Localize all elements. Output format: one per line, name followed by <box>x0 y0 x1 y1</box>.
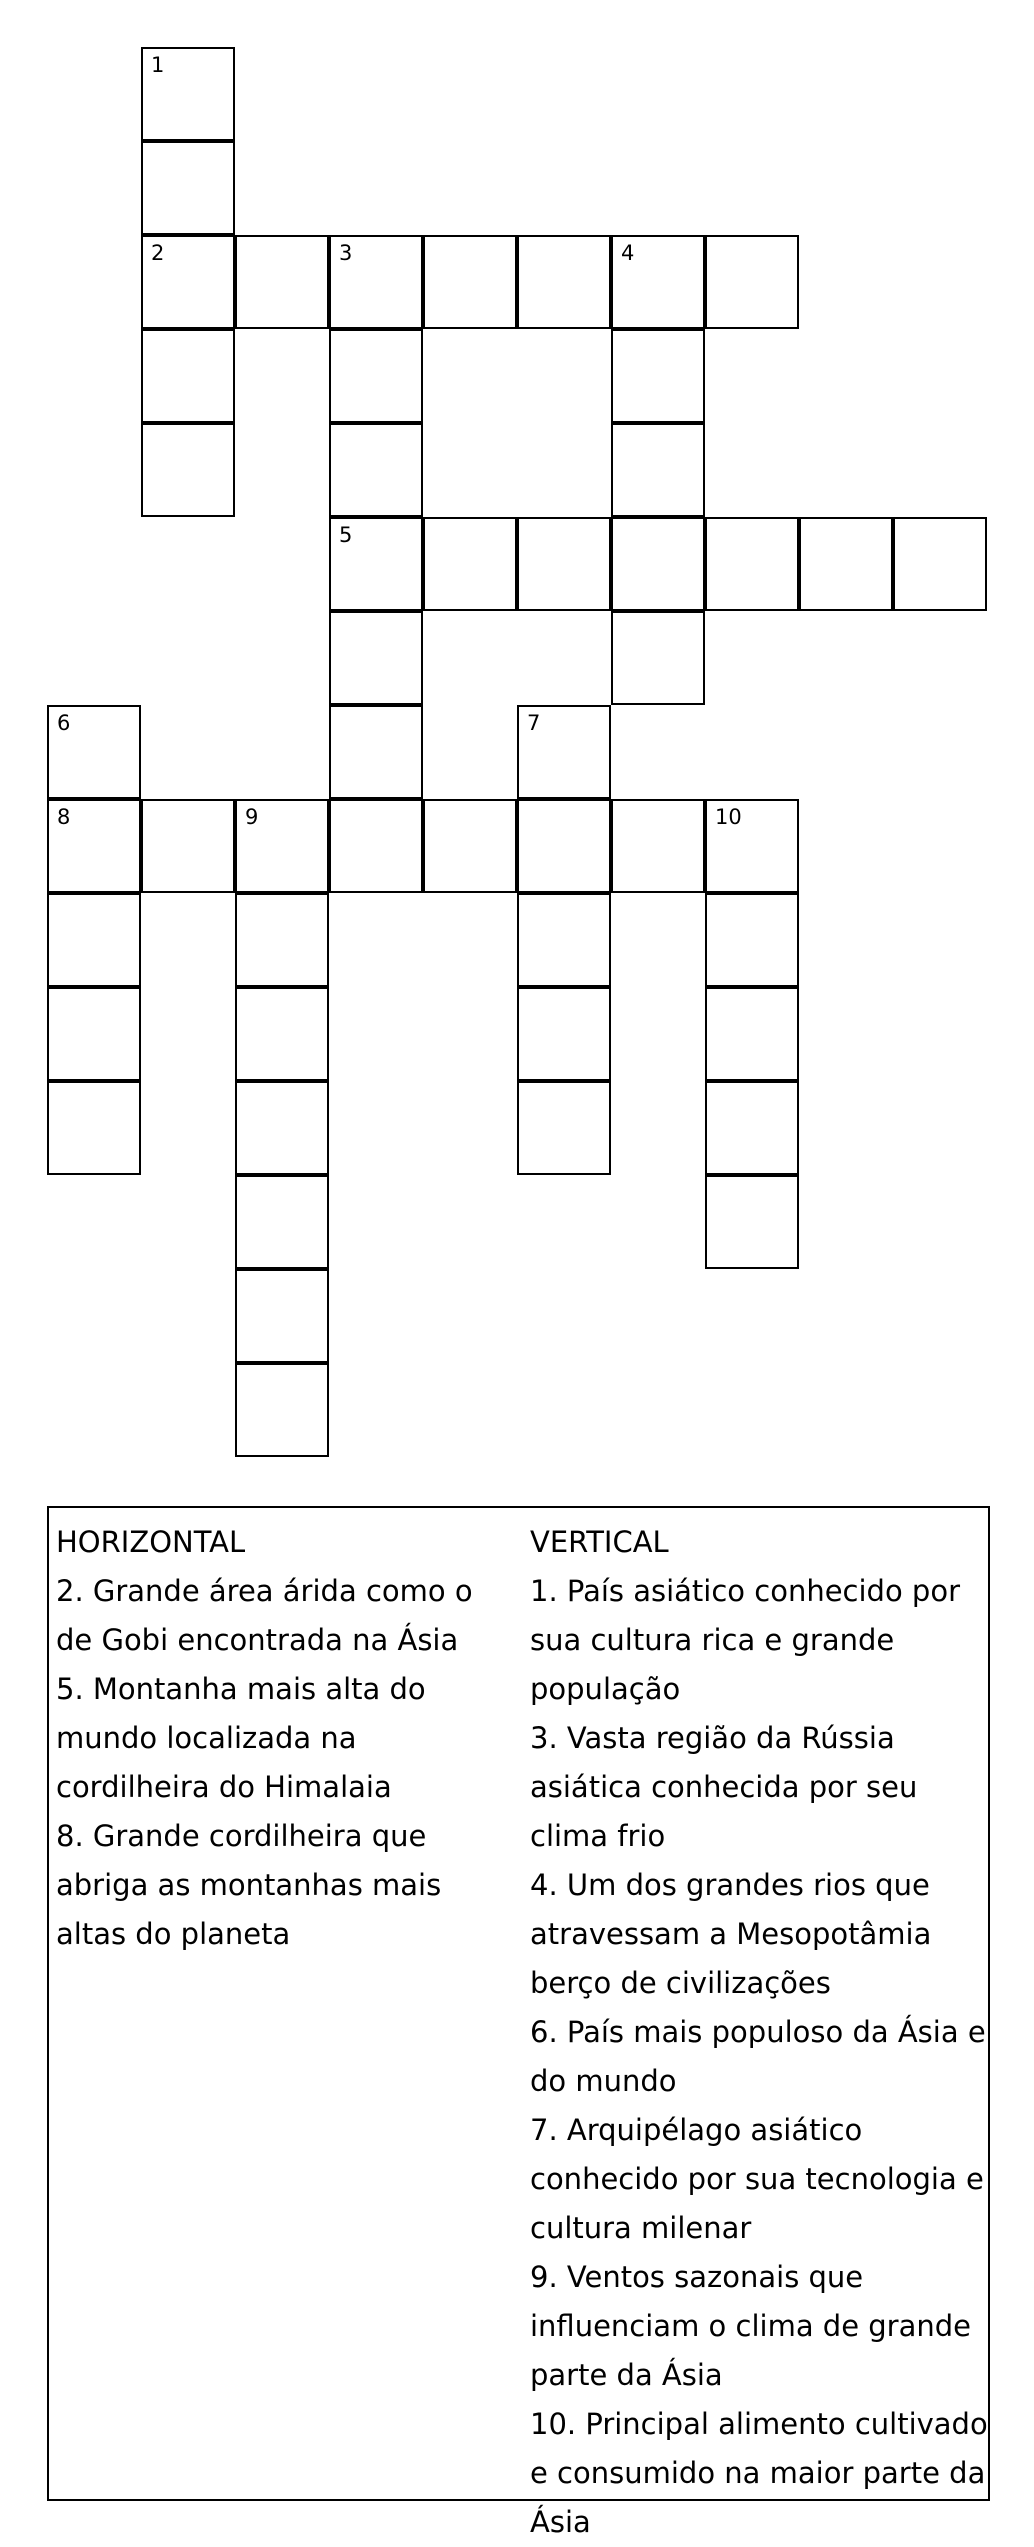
clue-vertical-3: 3. Vasta região da Rússia asiática conhecida por seu clima frio <box>530 1721 918 1853</box>
crossword-cell[interactable] <box>141 141 235 235</box>
horizontal-clues <box>56 1518 516 1959</box>
crossword-cell[interactable] <box>235 893 329 987</box>
crossword-cell[interactable] <box>423 799 517 893</box>
horizontal-heading: HORIZONTAL <box>56 1525 246 1559</box>
clue-horizontal-8: 8. Grande cordilheira que abriga as montanhas mais altas do planeta <box>56 1819 442 1951</box>
crossword-cell[interactable] <box>423 235 517 329</box>
crossword-cell[interactable] <box>611 329 705 423</box>
crossword-cell[interactable] <box>893 517 987 611</box>
vertical-heading: VERTICAL <box>530 1525 669 1559</box>
crossword-cell[interactable] <box>141 423 235 517</box>
clue-number: 10 <box>715 805 742 829</box>
clue-number: 9 <box>245 805 259 829</box>
crossword-cell[interactable] <box>705 987 799 1081</box>
crossword-cell[interactable] <box>141 235 235 329</box>
crossword-cell[interactable] <box>235 799 329 893</box>
crossword-cell[interactable] <box>423 517 517 611</box>
crossword-cell[interactable] <box>235 1175 329 1269</box>
crossword-cell[interactable] <box>329 799 423 893</box>
clue-number: 7 <box>527 711 541 735</box>
crossword-cell[interactable] <box>705 235 799 329</box>
clue-number: 3 <box>339 241 353 265</box>
crossword-cell[interactable] <box>235 1081 329 1175</box>
crossword-cell[interactable] <box>329 423 423 517</box>
crossword-cell[interactable] <box>141 329 235 423</box>
crossword-cell[interactable] <box>235 1269 329 1363</box>
crossword-cell[interactable] <box>517 705 611 799</box>
vertical-clues <box>530 1518 988 2547</box>
crossword-cell[interactable] <box>329 517 423 611</box>
crossword-cell[interactable] <box>705 1081 799 1175</box>
crossword-cell[interactable] <box>705 517 799 611</box>
crossword-cell[interactable] <box>47 705 141 799</box>
crossword-cell[interactable] <box>799 517 893 611</box>
crossword-cell[interactable] <box>611 235 705 329</box>
crossword-cell[interactable] <box>611 611 705 705</box>
clue-number: 6 <box>57 711 71 735</box>
crossword-cell[interactable] <box>329 235 423 329</box>
crossword-cell[interactable] <box>517 235 611 329</box>
clue-vertical-6: 6. País mais populoso da Ásia e do mundo <box>530 2015 986 2098</box>
crossword-cell[interactable] <box>517 893 611 987</box>
clue-number: 1 <box>151 53 165 77</box>
crossword-cell[interactable] <box>517 987 611 1081</box>
crossword-cell[interactable] <box>47 987 141 1081</box>
crossword-cell[interactable] <box>611 799 705 893</box>
clue-number: 5 <box>339 523 353 547</box>
clue-vertical-7: 7. Arquipélago asiático conhecido por sua tecnologia e cultura milenar <box>530 2113 984 2245</box>
crossword-cell[interactable] <box>705 1175 799 1269</box>
crossword-cell[interactable] <box>705 799 799 893</box>
crossword-cell[interactable] <box>141 47 235 141</box>
clue-horizontal-2: 2. Grande área árida como o de Gobi encontrada na Ásia <box>56 1574 473 1657</box>
crossword-cell[interactable] <box>329 329 423 423</box>
crossword-cell[interactable] <box>235 987 329 1081</box>
crossword-cell[interactable] <box>235 1363 329 1457</box>
crossword-cell[interactable] <box>517 517 611 611</box>
clue-number: 8 <box>57 805 71 829</box>
crossword-cell[interactable] <box>47 799 141 893</box>
clue-vertical-10: 10. Principal alimento cultivado e consumido na maior parte da Ásia <box>530 2407 988 2539</box>
crossword-cell[interactable] <box>611 517 705 611</box>
clue-vertical-4: 4. Um dos grandes rios que atravessam a Mesopotâmia berço de civilizações <box>530 1868 932 2000</box>
clue-vertical-1: 1. País asiático conhecido por sua cultura rica e grande população <box>530 1574 961 1706</box>
crossword-cell[interactable] <box>611 423 705 517</box>
crossword-cell[interactable] <box>47 1081 141 1175</box>
clues-box <box>47 1506 990 2539</box>
clue-vertical-9: 9. Ventos sazonais que influenciam o clima de grande parte da Ásia <box>530 2260 972 2392</box>
crossword-cell[interactable] <box>329 611 423 705</box>
clue-horizontal-5: 5. Montanha mais alta do mundo localizada na cordilheira do Himalaia <box>56 1672 426 1804</box>
crossword-cell[interactable] <box>517 1081 611 1175</box>
clue-number: 4 <box>621 241 635 265</box>
crossword-cell[interactable] <box>329 705 423 799</box>
crossword-cell[interactable] <box>705 893 799 987</box>
crossword-cell[interactable] <box>47 893 141 987</box>
crossword-cell[interactable] <box>235 235 329 329</box>
clue-number: 2 <box>151 241 165 265</box>
crossword-cell[interactable] <box>517 799 611 893</box>
crossword-cell[interactable] <box>141 799 235 893</box>
